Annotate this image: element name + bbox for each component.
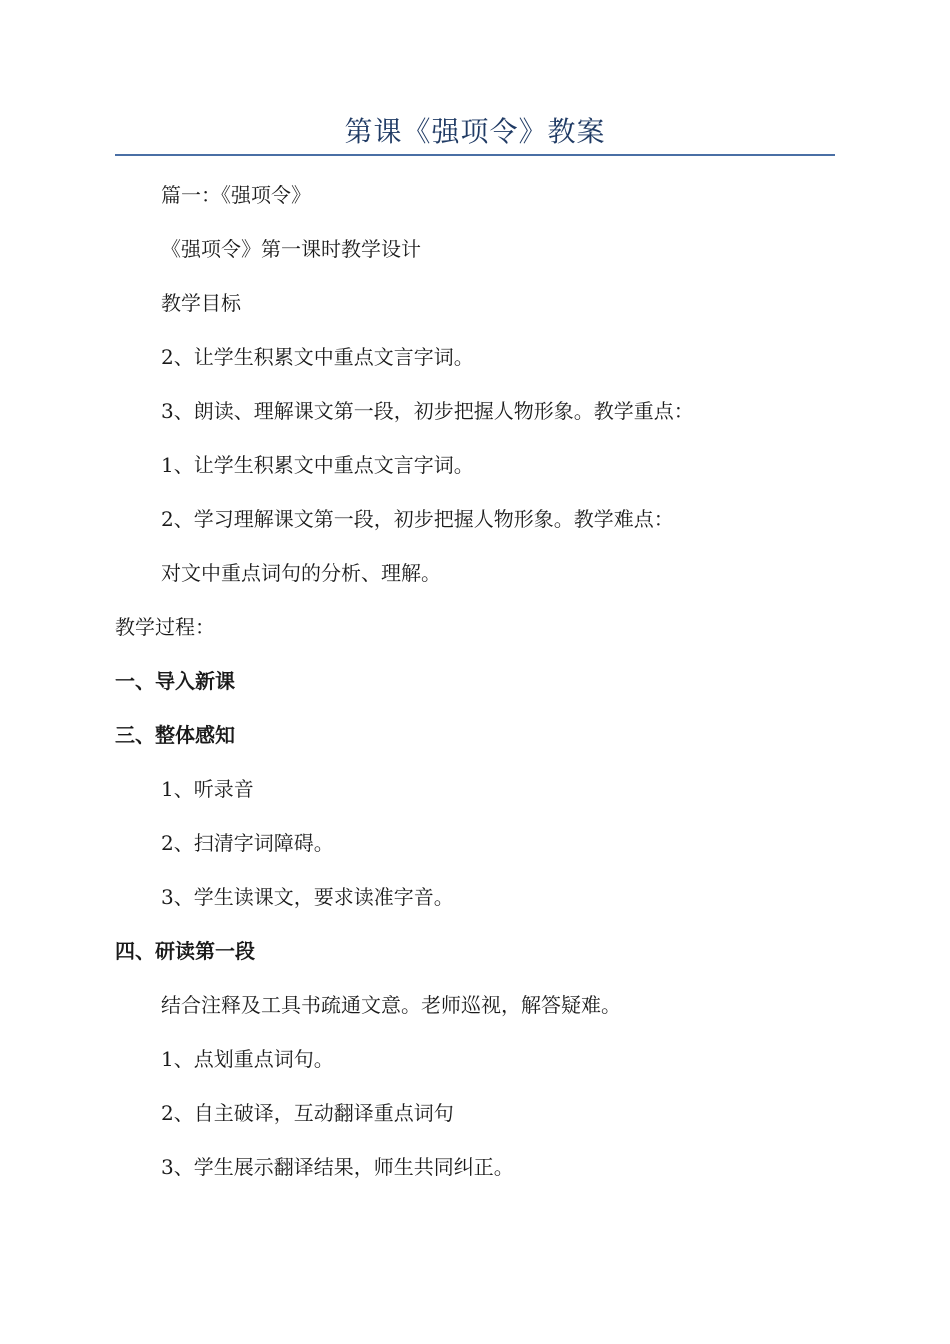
heading-study-first-part: 四、研读第一段 (115, 939, 255, 963)
paragraph-goal-3: 3、朗读、理解课文第一段，初步把握人物形象。教学重点： (161, 399, 694, 423)
paragraph-listen: 1、听录音 (161, 777, 254, 801)
paragraph-mark-phrases: 1、点划重点词句。 (161, 1047, 334, 1071)
paragraph-goal-2: 2、让学生积累文中重点文言字词。 (161, 345, 474, 369)
title-underline (115, 154, 835, 156)
paragraph-annotations: 结合注释及工具书疏通文意。老师巡视，解答疑难。 (161, 993, 621, 1017)
paragraph-section-heading: 篇一：《强项令》 (161, 183, 311, 207)
paragraph-focus-1: 1、让学生积累文中重点文言字词。 (161, 453, 474, 477)
paragraph-present-results: 3、学生展示翻译结果，师生共同纠正。 (161, 1155, 514, 1179)
paragraph-lesson-design: 《强项令》第一课时教学设计 (161, 237, 421, 261)
paragraph-process: 教学过程： (115, 615, 215, 639)
document-title: 第课《强项令》教案 (344, 115, 606, 148)
heading-overall-perception: 三、整体感知 (115, 723, 235, 747)
paragraph-read-text: 3、学生读课文，要求读准字音。 (161, 885, 454, 909)
paragraph-difficulty: 对文中重点词句的分析、理解。 (161, 561, 441, 585)
paragraph-teaching-goals: 教学目标 (161, 291, 241, 315)
paragraph-focus-2: 2、学习理解课文第一段，初步把握人物形象。教学难点： (161, 507, 674, 531)
heading-introduction: 一、导入新课 (115, 669, 235, 693)
paragraph-clear-words: 2、扫清字词障碍。 (161, 831, 334, 855)
paragraph-translate: 2、自主破译，互动翻译重点词句 (161, 1101, 454, 1125)
